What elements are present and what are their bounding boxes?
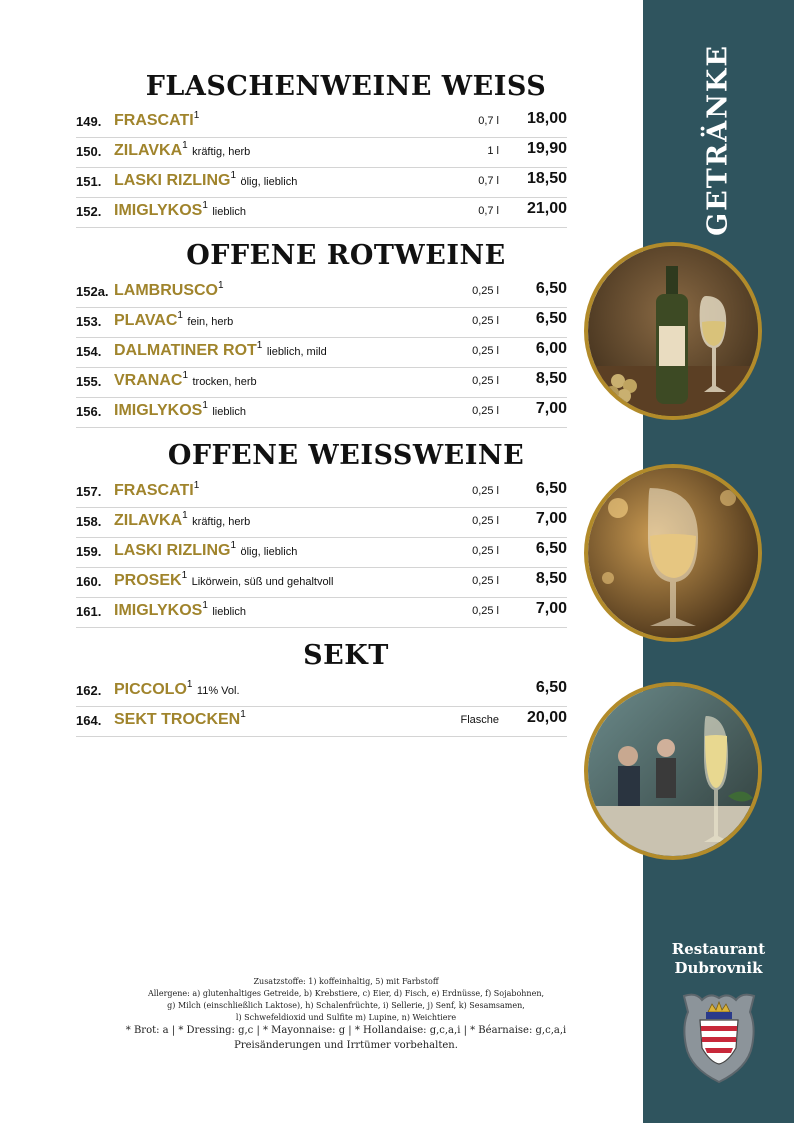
item-price: 8,50 — [535, 370, 567, 387]
item-additive-marker: 1 — [202, 200, 208, 211]
item-number: 150. — [76, 144, 102, 159]
item-additive-marker: 1 — [186, 679, 193, 690]
item-price: 21,00 — [526, 200, 567, 217]
menu-item-row — [76, 677, 567, 707]
item-volume: 0,25 l — [472, 515, 499, 527]
item-name-block — [114, 570, 333, 590]
item-additive-marker: 1 — [193, 480, 200, 491]
item-price: 20,00 — [526, 709, 567, 726]
item-additive-marker: 1 — [230, 170, 236, 181]
item-price: 6,50 — [535, 679, 567, 696]
item-number: 152a. — [76, 284, 109, 299]
item-name-block — [114, 170, 297, 190]
item-name-block — [114, 200, 246, 220]
item-number: 157. — [76, 484, 102, 499]
item-volume: 0,7 l — [478, 115, 499, 127]
item-volume: 0,25 l — [472, 485, 499, 497]
item-name: ZILAVKA — [114, 512, 183, 529]
sidebar-title: GETRÄNKE — [702, 44, 734, 236]
menu-item-row — [76, 308, 567, 338]
menu-item-row — [76, 398, 567, 428]
item-name-block — [114, 140, 250, 160]
section-title: SEKT — [303, 640, 389, 671]
item-additive-marker: 1 — [218, 280, 224, 291]
item-additive-marker: 1 — [182, 140, 188, 151]
item-additive-marker: 1 — [182, 510, 188, 521]
item-name: IMIGLYKOS — [114, 402, 203, 419]
menu-item-row — [76, 338, 567, 368]
item-description: trocken, herb — [192, 376, 257, 388]
item-price: 6,00 — [535, 340, 567, 357]
item-name-block — [114, 709, 246, 729]
item-name-block — [114, 280, 224, 300]
allergens-note-line1: Allergene: a) glutenhaltiges Getreide, b) Krebstiere, c) Eier, d) Fisch, e) Erdnüsse, f) Sojabohnen, — [147, 989, 545, 998]
item-name-block — [114, 340, 327, 360]
item-additive-marker: 1 — [256, 340, 263, 351]
item-additive-marker: 1 — [182, 370, 189, 381]
item-description: lieblich — [212, 606, 246, 618]
item-volume: 0,25 l — [472, 605, 499, 617]
item-price: 8,50 — [535, 570, 567, 587]
section-title: OFFENE ROTWEINE — [186, 240, 506, 271]
item-name: FRASCATI — [114, 112, 194, 129]
item-price: 6,50 — [535, 540, 567, 557]
brand-name-line1: Restaurant — [671, 940, 766, 958]
item-number: 161. — [76, 604, 102, 619]
item-number: 151. — [76, 174, 102, 189]
item-additive-marker: 1 — [181, 570, 188, 581]
menu-item-row — [76, 108, 567, 138]
item-volume: 0,25 l — [472, 545, 499, 557]
item-volume: 0,25 l — [472, 285, 499, 297]
item-name-block — [114, 310, 233, 330]
item-name-block — [114, 540, 297, 560]
item-description: kräftig, herb — [192, 146, 251, 158]
item-volume: 0,25 l — [472, 405, 499, 417]
brand-name-line2: Dubrovnik — [674, 959, 763, 977]
item-name: IMIGLYKOS — [114, 202, 203, 219]
sparkling-wine-photo — [584, 682, 762, 860]
item-number: 158. — [76, 514, 102, 529]
menu-item-row — [76, 598, 567, 628]
item-name: FRASCATI — [114, 482, 194, 499]
item-description: ölig, lieblich — [240, 546, 298, 558]
item-description: lieblich — [212, 206, 246, 218]
section-title: FLASCHENWEINE WEISS — [145, 71, 547, 102]
item-volume: 0,25 l — [472, 315, 499, 327]
item-name-block — [114, 370, 257, 390]
item-price: 6,50 — [535, 280, 567, 297]
additives-note: Zusatzstoffe: 1) koffeinhaltig, 5) mit Farbstoff — [253, 977, 439, 986]
item-volume: 0,7 l — [478, 205, 499, 217]
item-name: IMIGLYKOS — [114, 602, 203, 619]
item-number: 149. — [76, 114, 102, 129]
item-number: 160. — [76, 574, 102, 589]
section-title: OFFENE WEISSWEINE — [167, 440, 525, 471]
item-price: 6,50 — [535, 310, 567, 327]
item-price: 18,50 — [526, 170, 567, 187]
item-name: ZILAVKA — [114, 142, 183, 159]
menu-item-row — [76, 538, 567, 568]
item-additive-marker: 1 — [230, 540, 236, 551]
item-volume: 0,7 l — [478, 175, 499, 187]
menu-item-row — [76, 168, 567, 198]
item-number: 153. — [76, 314, 102, 329]
item-description: Likörwein, süß und gehaltvoll — [191, 576, 334, 588]
item-volume: 0,25 l — [472, 375, 499, 387]
item-name-block — [114, 510, 250, 530]
item-number: 159. — [76, 544, 102, 559]
item-name-block — [114, 679, 240, 699]
item-description: kräftig, herb — [192, 516, 251, 528]
item-number: 154. — [76, 344, 102, 359]
item-volume: Flasche — [460, 714, 499, 726]
item-number: 155. — [76, 374, 102, 389]
item-name: LASKI RIZLING — [114, 542, 231, 559]
item-price: 7,00 — [535, 400, 567, 417]
item-volume: 0,25 l — [472, 345, 499, 357]
item-price: 6,50 — [535, 480, 567, 497]
menu-item-row — [76, 138, 567, 168]
allergens-note-line3: l) Schwefeldioxid und Sulfite m) Lupine, n) Weichtiere — [235, 1013, 457, 1022]
white-wine-glass-photo — [584, 464, 762, 642]
item-volume: 1 l — [487, 145, 499, 157]
menu-item-row — [76, 508, 567, 538]
item-volume: 0,25 l — [472, 575, 499, 587]
item-number: 162. — [76, 683, 102, 698]
menu-item-row — [76, 478, 567, 508]
item-name: LASKI RIZLING — [114, 172, 231, 189]
item-name: DALMATINER ROT — [114, 342, 257, 359]
item-additive-marker: 1 — [202, 600, 208, 611]
item-name-block — [114, 110, 199, 130]
item-name-block — [114, 400, 246, 420]
item-number: 152. — [76, 204, 102, 219]
menu-item-row — [76, 198, 567, 228]
item-name: VRANAC — [114, 372, 183, 389]
menu-item-row — [76, 568, 567, 598]
item-description: lieblich, mild — [266, 346, 327, 358]
item-name: PLAVAC — [114, 312, 178, 329]
item-price: 19,90 — [526, 140, 567, 157]
item-price: 7,00 — [535, 510, 567, 527]
item-name-block — [114, 600, 246, 620]
item-number: 156. — [76, 404, 102, 419]
item-name-block — [114, 480, 199, 500]
item-additive-marker: 1 — [177, 310, 183, 321]
sauce-allergens-note: * Brot: a | * Dressing: g,c | * Mayonnaise: g | * Hollandaise: g,c,a,i | * Béarnaise: g,c,a,i — [125, 1025, 567, 1036]
item-description: fein, herb — [187, 316, 234, 328]
item-description: 11% Vol. — [196, 685, 240, 697]
item-name: PICCOLO — [114, 681, 187, 698]
item-number: 164. — [76, 713, 102, 728]
menu-item-row — [76, 707, 567, 737]
item-additive-marker: 1 — [240, 709, 246, 720]
allergens-note-line2: g) Milch (einschließlich Laktose), h) Schalenfrüchte, i) Sellerie, j) Senf, k) Sesamsamen, — [167, 1001, 525, 1010]
item-additive-marker: 1 — [193, 110, 200, 121]
menu-item-row — [76, 278, 567, 308]
item-name: SEKT TROCKEN — [114, 711, 241, 728]
item-description: lieblich — [212, 406, 246, 418]
price-disclaimer: Preisänderungen und Irrtümer vorbehalten. — [234, 1040, 458, 1051]
item-name: PROSEK — [114, 572, 182, 589]
item-name: LAMBRUSCO — [114, 282, 218, 299]
item-price: 18,00 — [526, 110, 567, 127]
menu-item-row — [76, 368, 567, 398]
item-additive-marker: 1 — [202, 400, 208, 411]
coat-of-arms-icon — [678, 990, 760, 1091]
item-price: 7,00 — [535, 600, 567, 617]
item-description: ölig, lieblich — [240, 176, 298, 188]
